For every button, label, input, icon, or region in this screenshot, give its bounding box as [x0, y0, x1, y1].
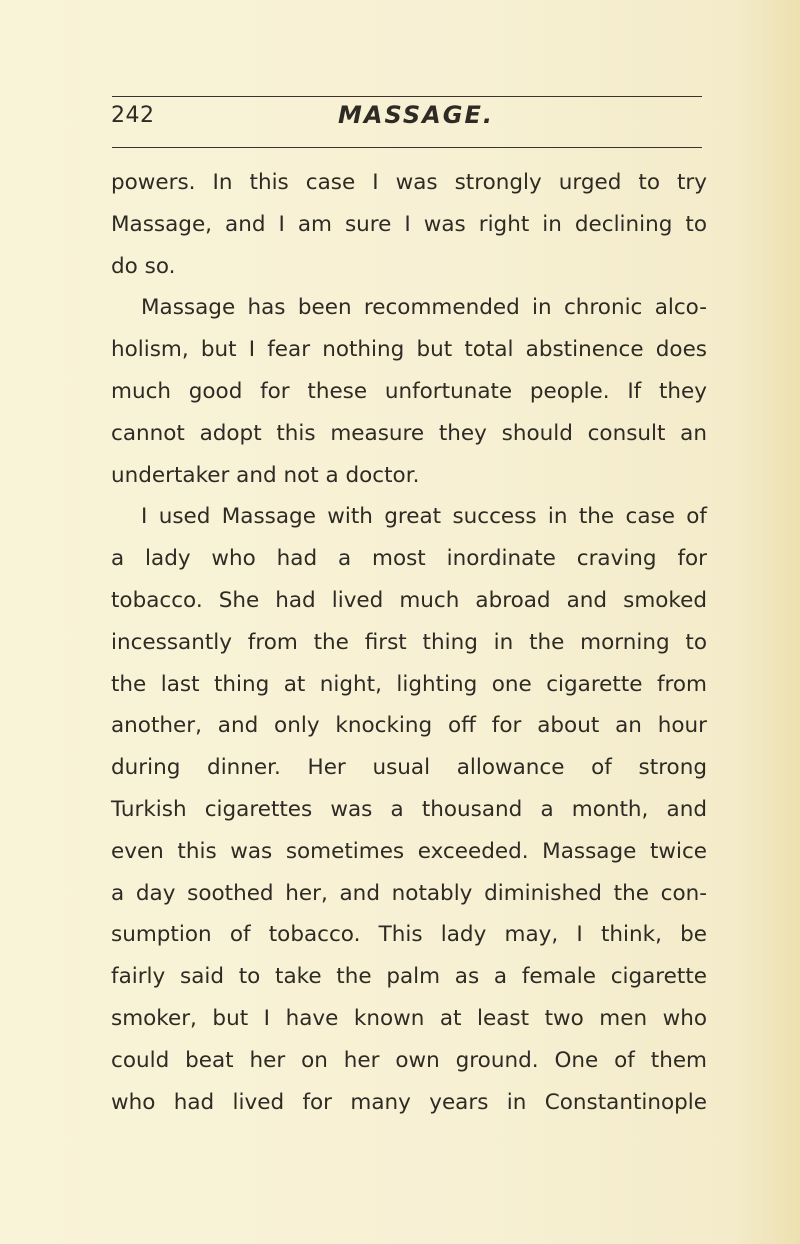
text-line: much good for these unfortunate people. If they — [111, 378, 707, 404]
text-line: undertaker and not a doctor. — [111, 462, 420, 488]
header-rule-bottom — [112, 147, 702, 148]
text-line: a day soothed her, and notably diminished the con- — [111, 880, 707, 906]
text-line: smoker, but I have known at least two men who — [111, 1005, 707, 1031]
text-line: another, and only knocking off for about an hour — [111, 713, 707, 739]
text-line: do so. — [111, 253, 176, 279]
text-line: incessantly from the first thing in the morning to — [111, 629, 707, 655]
text-line: could beat her on her own ground. One of them — [111, 1047, 707, 1073]
text-line: who had lived for many years in Constantinople — [111, 1089, 707, 1115]
body-text — [111, 162, 707, 1123]
text-line: powers. In this case I was strongly urged to try — [111, 170, 707, 195]
text-line: Massage has been recommended in chronic alco- — [141, 295, 707, 321]
text-line: tobacco. She had lived much abroad and smoked — [111, 587, 707, 613]
text-line: holism, but I fear nothing but total abstinence does — [111, 337, 707, 363]
page-number: 242 — [111, 103, 155, 128]
text-line: even this was sometimes exceeded. Massage twice — [111, 838, 707, 864]
text-line: cannot adopt this measure they should consult an — [111, 420, 707, 446]
text-line: I used Massage with great success in the case of — [141, 504, 707, 530]
text-line: a lady who had a most inordinate craving for — [111, 546, 707, 572]
text-line: fairly said to take the palm as a female cigarette — [111, 964, 707, 990]
text-line: sumption of tobacco. This lady may, I think, be — [111, 922, 707, 948]
running-title: MASSAGE. — [338, 101, 494, 129]
text-line: Turkish cigarettes was a thousand a month, and — [111, 796, 707, 822]
text-line: Massage, and I am sure I was right in declining to — [111, 211, 707, 237]
text-line: during dinner. Her usual allowance of strong — [111, 755, 707, 781]
text-line: the last thing at night, lighting one cigarette from — [111, 671, 707, 697]
header-rule-top — [112, 96, 702, 97]
